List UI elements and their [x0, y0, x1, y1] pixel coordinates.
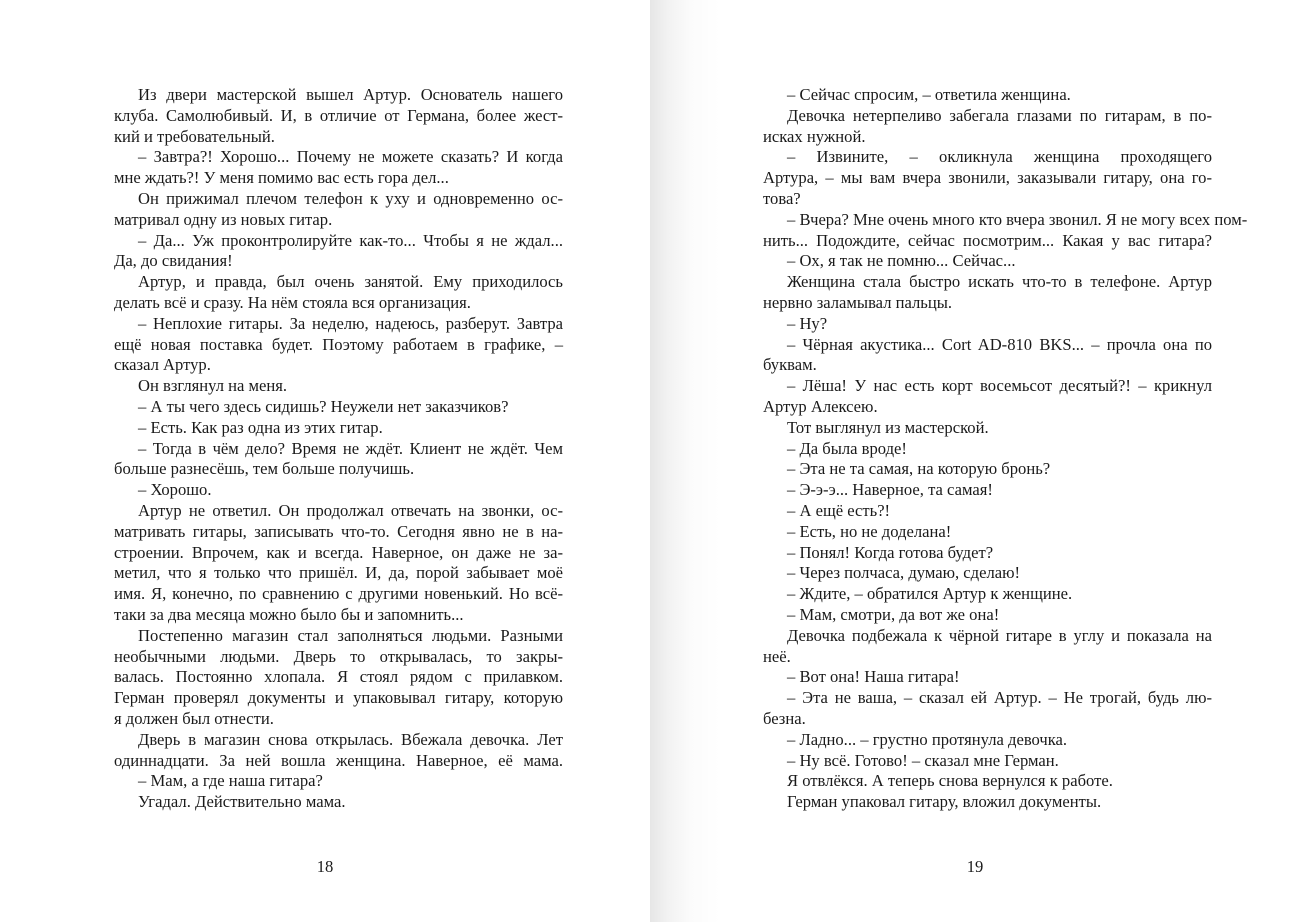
- text-line: – Ждите, – обратился Артур к женщине.: [787, 584, 1073, 604]
- text-line: това?: [763, 188, 801, 208]
- text-line: неё.: [763, 646, 791, 666]
- text-line: необычными людьми. Дверь то открывалась, то закры-: [114, 646, 563, 666]
- text-line: буквам.: [763, 355, 817, 375]
- text-line: – Ну всё. Готово! – сказал мне Герман.: [787, 750, 1059, 770]
- text-line: – Э-э-э... Наверное, та самая!: [787, 480, 993, 500]
- text-line: – Понял! Когда готова будет?: [787, 542, 994, 562]
- text-line: клуба. Самолюбивый. И, в отличие от Германа, более жест-: [114, 105, 563, 125]
- text-line: Артура, – мы вам вчера звонили, заказывали гитару, она го-: [763, 168, 1212, 188]
- text-line: Из двери мастерской вышел Артур. Основатель нашего: [138, 85, 563, 104]
- text-line: – Есть, но не доделана!: [787, 521, 952, 541]
- text-line: безна.: [763, 708, 806, 728]
- text-line: таки за два месяца можно было бы и запомнить...: [114, 604, 464, 624]
- text-line: Угадал. Действительно мама.: [138, 792, 346, 812]
- text-line: сказал Артур.: [114, 355, 211, 375]
- left-page-text: [114, 85, 563, 813]
- text-line: – Чёрная акустика... Cort AD-810 BKS... – прочла она по: [787, 334, 1212, 354]
- text-line: Постепенно магазин стал заполняться людьми. Разными: [138, 625, 563, 645]
- text-line: матривал одну из новых гитар.: [114, 209, 333, 229]
- text-line: кий и требовательный.: [114, 126, 275, 146]
- text-line: – А ты чего здесь сидишь? Неужели нет заказчиков?: [138, 396, 509, 416]
- text-line: – Эта не ваша, – сказал ей Артур. – Не трогай, будь лю-: [787, 688, 1212, 708]
- text-line: – Хорошо.: [138, 480, 212, 500]
- text-line: – Мам, смотри, да вот же она!: [787, 604, 1000, 624]
- text-line: Артур не ответил. Он продолжал отвечать на звонки, ос-: [138, 500, 563, 520]
- text-line: Да, до свидания!: [114, 251, 233, 271]
- text-line: матривать гитары, записывать что-то. Сегодня явно не в на-: [114, 521, 563, 541]
- right-page: [650, 0, 1300, 922]
- text-line: – Есть. Как раз одна из этих гитар.: [138, 417, 383, 437]
- text-line: Артур, и правда, был очень занятой. Ему приходилось: [138, 272, 563, 292]
- text-line: Артур Алексею.: [763, 396, 878, 416]
- text-line: Дверь в магазин снова открылась. Вбежала девочка. Лет: [138, 729, 563, 749]
- text-line: – Мам, а где наша гитара?: [138, 771, 323, 791]
- text-line: Женщина стала быстро искать что-то в телефоне. Артур: [787, 272, 1212, 292]
- text-line: – Вот она! Наша гитара!: [787, 667, 960, 687]
- text-line: – А ещё есть?!: [787, 500, 891, 520]
- text-line: Он взглянул на меня.: [138, 376, 288, 396]
- text-line: нить... Подождите, сейчас посмотрим... Какая у вас гитара?: [763, 230, 1212, 250]
- text-line: – Ладно... – грустно протянула девочка.: [787, 729, 1068, 749]
- text-line: строении. Впрочем, как и всегда. Наверное, он даже не за-: [114, 542, 563, 562]
- text-line: – Ну?: [787, 313, 828, 333]
- text-line: Он прижимал плечом телефон к уху и одновременно ос-: [138, 188, 563, 208]
- text-line: – Лёша! У нас есть корт восемьсот десятый?! – крикнул: [787, 376, 1212, 396]
- text-line: исках нужной.: [763, 126, 866, 146]
- text-line: – Ох, я так не помню... Сейчас...: [787, 251, 1016, 271]
- text-line: делать всё и сразу. На нём стояла вся организация.: [114, 292, 471, 312]
- text-line: метил, что я только что пришёл. И, да, порой забывает моё: [114, 563, 563, 583]
- right-page-text: [763, 85, 1248, 813]
- text-line: – Эта не та самая, на которую бронь?: [787, 459, 1051, 479]
- text-line: ещё новая поставка будет. Поэтому работаем в графике, –: [114, 334, 563, 354]
- text-line: одиннадцати. За ней вошла женщина. Наверное, её мама.: [114, 750, 563, 770]
- text-line: – Да была вроде!: [787, 438, 907, 458]
- text-line: – Тогда в чём дело? Время не ждёт. Клиент не ждёт. Чем: [138, 438, 563, 458]
- text-line: Тот выглянул из мастерской.: [787, 417, 989, 437]
- text-line: – Извините, – окликнула женщина проходящего: [787, 147, 1212, 167]
- text-line: нервно заламывал пальцы.: [763, 292, 953, 312]
- text-line: – Да... Уж проконтролируйте как-то... Чтобы я не ждал...: [138, 230, 563, 250]
- text-line: Девочка подбежала к чёрной гитаре в углу и показала на: [787, 625, 1212, 645]
- text-line: Я отвлёкся. А теперь снова вернулся к работе.: [787, 771, 1113, 791]
- text-line: – Через полчаса, думаю, сделаю!: [787, 563, 1021, 583]
- text-line: мне ждать?! У меня помимо вас есть гора дел...: [114, 168, 449, 188]
- text-line: – Завтра?! Хорошо... Почему не можете сказать? И когда: [138, 147, 563, 167]
- text-line: имя. Я, конечно, по сравнению с другими новенький. Но всё-: [114, 584, 563, 604]
- text-line: Герман проверял документы и упаковывал гитару, которую: [114, 688, 563, 708]
- right-page-number: 19: [966, 857, 984, 876]
- text-line: – Сейчас спросим, – ответила женщина.: [787, 85, 1071, 104]
- text-line: я должен был отнести.: [114, 708, 274, 728]
- text-line: – Неплохие гитары. За неделю, надеюсь, разберут. Завтра: [138, 313, 563, 333]
- text-line: валась. Постоянно хлопала. Я стоял рядом с прилавком.: [114, 667, 563, 687]
- left-page-number: 18: [316, 857, 334, 876]
- text-line: Герман упаковал гитару, вложил документы.: [787, 792, 1102, 812]
- text-line: – Вчера? Мне очень много кто вчера звонил. Я не могу всех пом-: [787, 209, 1248, 229]
- text-line: больше разнесёшь, тем больше получишь.: [114, 459, 415, 479]
- text-line: Девочка нетерпеливо забегала глазами по гитарам, в по-: [787, 105, 1212, 125]
